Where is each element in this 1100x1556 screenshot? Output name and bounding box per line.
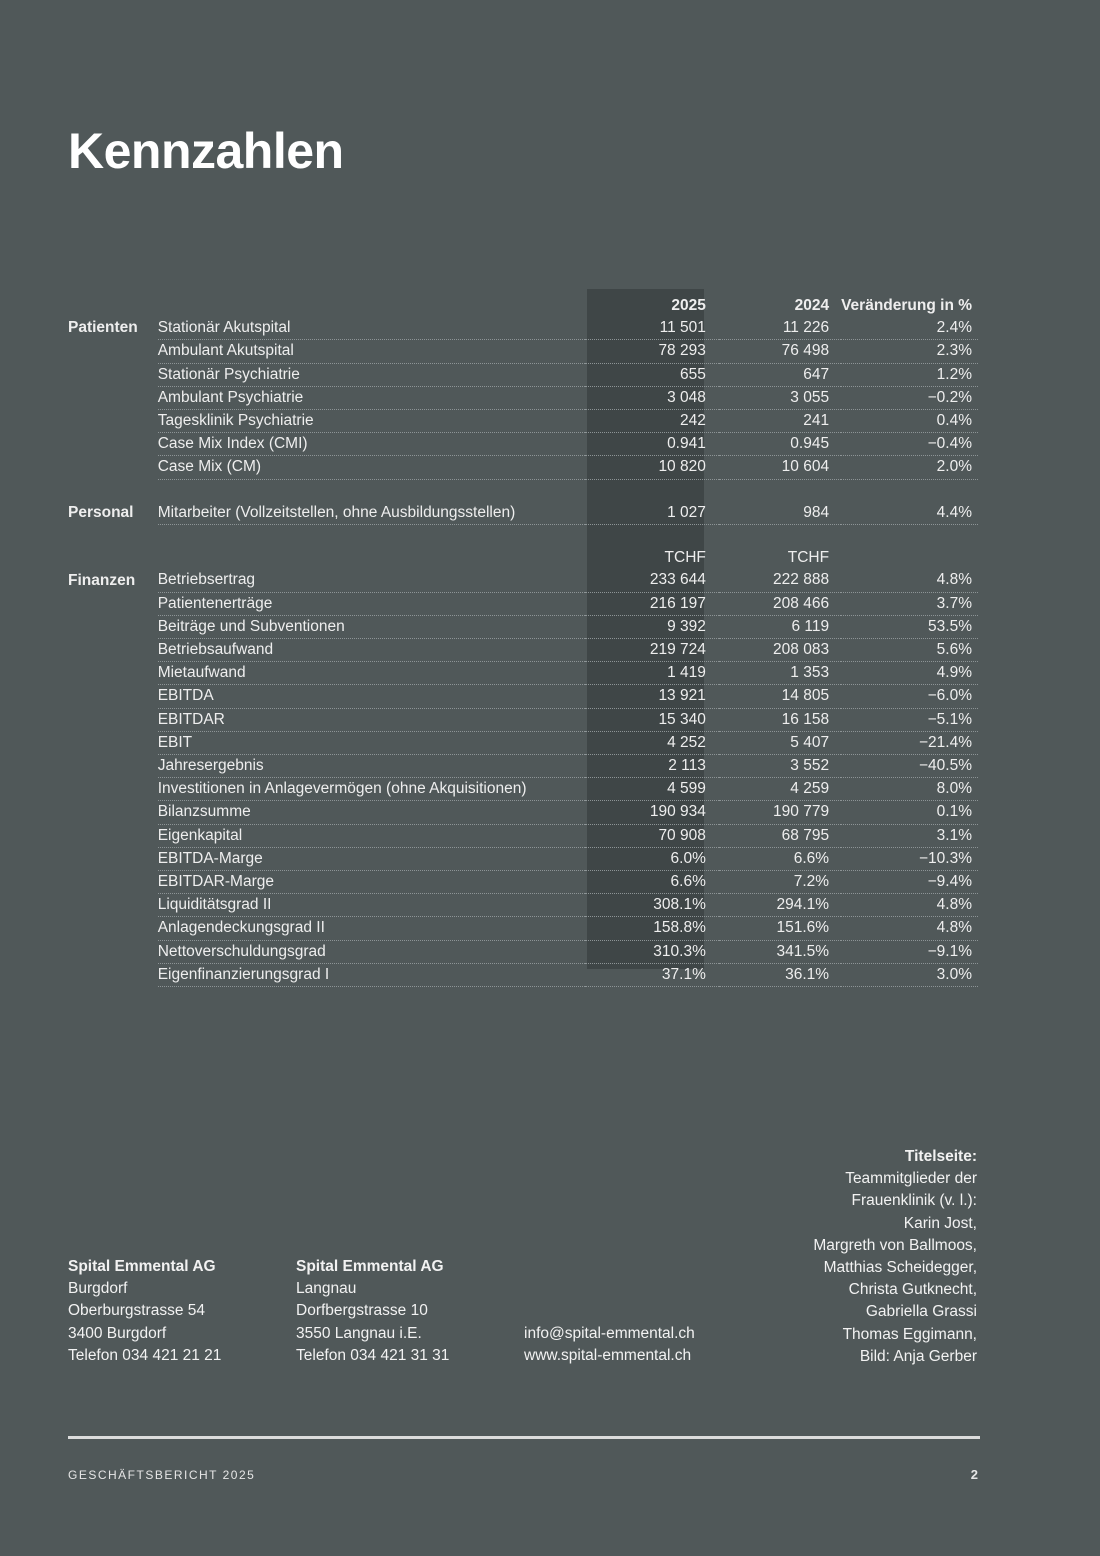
row-label: Anlagendeckungsgrad II xyxy=(158,917,585,940)
row-label: Nettoverschuldungsgrad xyxy=(158,940,585,963)
row-label: Betriebsertrag xyxy=(158,569,585,592)
value-2024: 3 055 xyxy=(719,386,841,409)
address-langnau xyxy=(296,1256,449,1367)
group-empty xyxy=(68,894,158,917)
value-change: 3.1% xyxy=(841,824,978,847)
table-row xyxy=(68,801,978,824)
value-2025: 78 293 xyxy=(585,340,719,363)
value-2025: 219 724 xyxy=(585,639,719,662)
value-2025: 0.941 xyxy=(585,433,719,456)
row-label: EBIT xyxy=(158,731,585,754)
value-2024: 4 259 xyxy=(719,778,841,801)
value-2025: 6.6% xyxy=(585,871,719,894)
row-label: Stationär Psychiatrie xyxy=(158,363,585,386)
value-2025: 4 599 xyxy=(585,778,719,801)
row-label: Liquiditätsgrad II xyxy=(158,894,585,917)
value-change: −21.4% xyxy=(841,731,978,754)
location: Burgdorf xyxy=(68,1280,128,1298)
group-empty xyxy=(68,410,158,433)
group-empty xyxy=(68,592,158,615)
header-empty xyxy=(158,295,585,317)
row-label: Tagesklinik Psychiatrie xyxy=(158,410,585,433)
unit-2025: TCHF xyxy=(664,549,706,567)
group-empty xyxy=(68,433,158,456)
table-row xyxy=(68,639,978,662)
value-2024: 190 779 xyxy=(719,801,841,824)
group-empty xyxy=(68,363,158,386)
value-2024: 0.945 xyxy=(719,433,841,456)
value-2025: 13 921 xyxy=(585,685,719,708)
value-2025: 3 048 xyxy=(585,386,719,409)
phone: Telefon 034 421 31 31 xyxy=(296,1346,450,1364)
credits-heading: Titelseite: xyxy=(904,1148,977,1165)
unit-empty xyxy=(68,547,158,569)
table-row xyxy=(68,755,978,778)
group-empty xyxy=(68,963,158,986)
value-2025: 37.1% xyxy=(585,963,719,986)
row-label: Beiträge und Subventionen xyxy=(158,615,585,638)
row-label: Stationär Akutspital xyxy=(158,317,585,340)
value-2024: 6.6% xyxy=(719,847,841,870)
credits-line: Bild: Anja Gerber xyxy=(859,1347,977,1365)
value-2025: 233 644 xyxy=(585,569,719,592)
unit-empty xyxy=(841,547,978,569)
value-change: −9.4% xyxy=(841,871,978,894)
row-label: Investitionen in Anlagevermögen (ohne Akquisitionen) xyxy=(158,778,585,801)
credits-line: Teammitglieder der xyxy=(845,1170,977,1188)
credits-line: Christa Gutknecht, xyxy=(848,1281,977,1299)
value-change: 1.2% xyxy=(841,363,978,386)
value-2024: 341.5% xyxy=(719,940,841,963)
table-header-row xyxy=(68,295,978,317)
city: 3550 Langnau i.E. xyxy=(296,1324,422,1342)
spacer-cell xyxy=(841,525,978,548)
credits-line: Karin Jost, xyxy=(903,1214,977,1232)
value-2024: 10 604 xyxy=(719,456,841,479)
credits-line: Gabriella Grassi xyxy=(865,1303,977,1321)
value-change: 0.1% xyxy=(841,801,978,824)
value-change: −40.5% xyxy=(841,755,978,778)
group-label: Patienten xyxy=(68,319,138,337)
table-row xyxy=(68,592,978,615)
table-spacer xyxy=(68,525,978,548)
value-change: 3.7% xyxy=(841,592,978,615)
online-contact xyxy=(524,1323,695,1367)
value-2024: 984 xyxy=(719,502,841,525)
row-label: Eigenkapital xyxy=(158,824,585,847)
value-change: 4.9% xyxy=(841,662,978,685)
value-change: 2.4% xyxy=(841,317,978,340)
table-row xyxy=(68,824,978,847)
value-2024: 14 805 xyxy=(719,685,841,708)
group-empty xyxy=(68,824,158,847)
spacer-cell xyxy=(68,479,158,502)
value-2025: 2 113 xyxy=(585,755,719,778)
credits-line: Margreth von Ballmoos, xyxy=(813,1236,977,1254)
city: 3400 Burgdorf xyxy=(68,1324,167,1342)
row-label: Eigenfinanzierungsgrad I xyxy=(158,963,585,986)
row-label: Ambulant Akutspital xyxy=(158,340,585,363)
header-change: Veränderung in % xyxy=(841,297,972,314)
value-2025: 216 197 xyxy=(585,592,719,615)
value-change: 5.6% xyxy=(841,639,978,662)
spacer-cell xyxy=(585,525,719,548)
value-2025: 15 340 xyxy=(585,708,719,731)
value-2024: 241 xyxy=(719,410,841,433)
table-row xyxy=(68,731,978,754)
row-label: Mitarbeiter (Vollzeitstellen, ohne Ausbildungsstellen) xyxy=(158,502,585,525)
table-row xyxy=(68,456,978,479)
value-2024: 68 795 xyxy=(719,824,841,847)
value-2025: 190 934 xyxy=(585,801,719,824)
website-link[interactable]: www.spital-emmental.ch xyxy=(524,1347,692,1365)
value-change: 8.0% xyxy=(841,778,978,801)
street: Oberburgstrasse 54 xyxy=(68,1302,205,1320)
row-label: Patientenerträge xyxy=(158,592,585,615)
group-label: Finanzen xyxy=(68,571,136,589)
table-row xyxy=(68,778,978,801)
publication-title: GESCHÄFTSBERICHT 2025 xyxy=(68,1468,256,1482)
value-change: 2.3% xyxy=(841,340,978,363)
table-row xyxy=(68,871,978,894)
table-row xyxy=(68,917,978,940)
group-empty xyxy=(68,456,158,479)
value-2024: 151.6% xyxy=(719,917,841,940)
group-empty xyxy=(68,731,158,754)
credits-line: Frauenklinik (v. l.): xyxy=(851,1192,977,1210)
table-row xyxy=(68,363,978,386)
unit-2024: TCHF xyxy=(787,549,830,567)
group-empty xyxy=(68,386,158,409)
value-2024: 1 353 xyxy=(719,662,841,685)
value-2025: 6.0% xyxy=(585,847,719,870)
spacer-cell xyxy=(158,479,585,502)
value-change: −0.2% xyxy=(841,386,978,409)
row-label: Mietaufwand xyxy=(158,662,585,685)
group-label: Personal xyxy=(68,504,134,522)
row-label: Betriebsaufwand xyxy=(158,639,585,662)
value-change: 4.8% xyxy=(841,569,978,592)
table-spacer xyxy=(68,479,978,502)
company-name: Spital Emmental AG xyxy=(68,1258,216,1275)
value-2024: 7.2% xyxy=(719,871,841,894)
unit-row xyxy=(68,547,978,569)
row-label: Case Mix Index (CMI) xyxy=(158,433,585,456)
value-2024: 294.1% xyxy=(719,894,841,917)
table-row xyxy=(68,386,978,409)
row-label: EBITDAR-Marge xyxy=(158,871,585,894)
value-change: −9.1% xyxy=(841,940,978,963)
table-row xyxy=(68,708,978,731)
row-label: Case Mix (CM) xyxy=(158,456,585,479)
row-label: EBITDA xyxy=(158,685,585,708)
footer-divider xyxy=(68,1436,980,1439)
credits-line: Thomas Eggimann, xyxy=(842,1325,977,1343)
value-2025: 1 027 xyxy=(585,502,719,525)
value-2025: 242 xyxy=(585,410,719,433)
value-2025: 11 501 xyxy=(585,317,719,340)
table-row xyxy=(68,433,978,456)
unit-empty xyxy=(158,547,585,569)
value-change: −5.1% xyxy=(841,708,978,731)
value-2024: 36.1% xyxy=(719,963,841,986)
spacer-cell xyxy=(841,479,978,502)
header-empty xyxy=(68,295,158,317)
page-title: Kennzahlen xyxy=(68,123,344,179)
row-label: Jahresergebnis xyxy=(158,755,585,778)
value-2024: 647 xyxy=(719,363,841,386)
value-change: −10.3% xyxy=(841,847,978,870)
row-label: Ambulant Psychiatrie xyxy=(158,386,585,409)
value-2024: 76 498 xyxy=(719,340,841,363)
phone: Telefon 034 421 21 21 xyxy=(68,1346,222,1364)
spacer-cell xyxy=(719,479,841,502)
value-change: 0.4% xyxy=(841,410,978,433)
value-2025: 4 252 xyxy=(585,731,719,754)
key-figures-table xyxy=(68,295,978,987)
value-2024: 16 158 xyxy=(719,708,841,731)
page-number: 2 xyxy=(970,1467,978,1482)
group-empty xyxy=(68,871,158,894)
value-2024: 3 552 xyxy=(719,755,841,778)
spacer-cell xyxy=(585,479,719,502)
value-change: 4.8% xyxy=(841,894,978,917)
table-row xyxy=(68,662,978,685)
value-2024: 5 407 xyxy=(719,731,841,754)
group-empty xyxy=(68,685,158,708)
group-empty xyxy=(68,755,158,778)
cover-photo-credits xyxy=(813,1146,977,1368)
table-row xyxy=(68,963,978,986)
credits-line: Matthias Scheidegger, xyxy=(823,1259,977,1277)
value-2025: 308.1% xyxy=(585,894,719,917)
value-change: 2.0% xyxy=(841,456,978,479)
group-empty xyxy=(68,940,158,963)
spacer-cell xyxy=(158,525,585,548)
value-2024: 6 119 xyxy=(719,615,841,638)
value-2025: 10 820 xyxy=(585,456,719,479)
table-row xyxy=(68,569,978,592)
group-empty xyxy=(68,708,158,731)
value-change: −0.4% xyxy=(841,433,978,456)
value-2025: 70 908 xyxy=(585,824,719,847)
group-empty xyxy=(68,615,158,638)
address-burgdorf xyxy=(68,1256,221,1367)
company-name: Spital Emmental AG xyxy=(296,1258,444,1275)
header-year-2024: 2024 xyxy=(794,297,830,314)
email-link[interactable]: info@spital-emmental.ch xyxy=(524,1325,695,1342)
group-empty xyxy=(68,917,158,940)
value-change: 53.5% xyxy=(841,615,978,638)
table-row xyxy=(68,615,978,638)
group-empty xyxy=(68,847,158,870)
street: Dorfbergstrasse 10 xyxy=(296,1302,428,1320)
value-2024: 11 226 xyxy=(719,317,841,340)
row-label: EBITDAR xyxy=(158,708,585,731)
value-change: −6.0% xyxy=(841,685,978,708)
table-row xyxy=(68,940,978,963)
row-label: Bilanzsumme xyxy=(158,801,585,824)
table-row xyxy=(68,894,978,917)
value-2025: 1 419 xyxy=(585,662,719,685)
table-row xyxy=(68,502,978,525)
table-row xyxy=(68,685,978,708)
value-2025: 655 xyxy=(585,363,719,386)
table-row xyxy=(68,847,978,870)
value-change: 4.4% xyxy=(841,502,978,525)
value-2024: 208 083 xyxy=(719,639,841,662)
group-empty xyxy=(68,801,158,824)
spacer-cell xyxy=(68,525,158,548)
value-2024: 208 466 xyxy=(719,592,841,615)
group-empty xyxy=(68,340,158,363)
value-change: 4.8% xyxy=(841,917,978,940)
value-2025: 9 392 xyxy=(585,615,719,638)
location: Langnau xyxy=(296,1280,357,1298)
group-empty xyxy=(68,778,158,801)
table-row xyxy=(68,317,978,340)
row-label: EBITDA-Marge xyxy=(158,847,585,870)
group-empty xyxy=(68,662,158,685)
value-2025: 158.8% xyxy=(585,917,719,940)
spacer-cell xyxy=(719,525,841,548)
value-change: 3.0% xyxy=(841,963,978,986)
header-year-2025: 2025 xyxy=(671,297,706,314)
table-row xyxy=(68,340,978,363)
value-2025: 310.3% xyxy=(585,940,719,963)
group-empty xyxy=(68,639,158,662)
table-row xyxy=(68,410,978,433)
value-2024: 222 888 xyxy=(719,569,841,592)
